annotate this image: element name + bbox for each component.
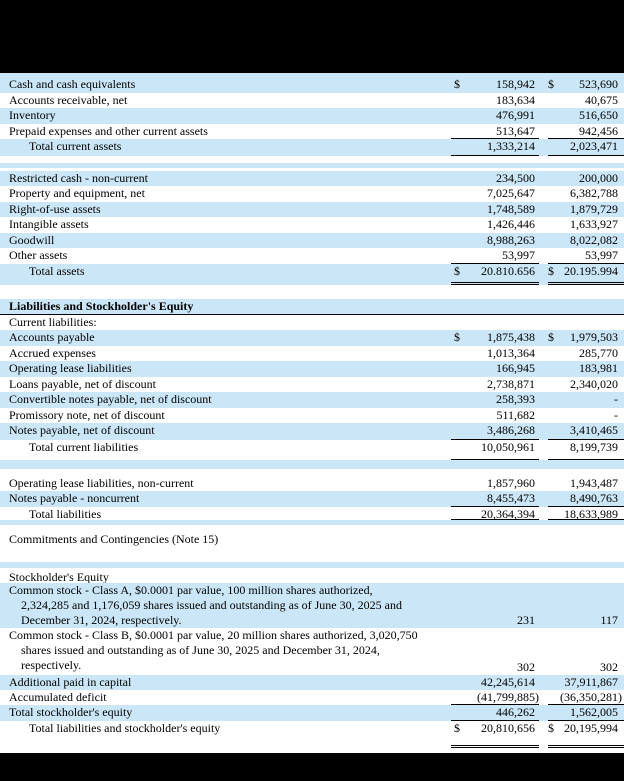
- value-col1: [451, 476, 539, 491]
- value-col2: [548, 491, 624, 507]
- row-commitments-and-contingencies: [0, 532, 624, 547]
- value-col2: [548, 233, 624, 248]
- row-label: Total assets: [29, 264, 85, 278]
- spacer-row: [0, 156, 624, 163]
- row-operating-lease-liabilities-non-current: [0, 476, 624, 491]
- value-col1: [451, 377, 539, 392]
- dollar-sign: $: [454, 721, 460, 735]
- amount: 20.195.994: [564, 264, 618, 278]
- row-notes-payable-net-of-discount: [0, 423, 624, 440]
- amount: 18,633,989: [564, 507, 618, 521]
- column-gap: [539, 408, 548, 423]
- column-gap: [539, 377, 548, 392]
- amount: 302: [517, 660, 535, 674]
- value-col1: [451, 628, 539, 675]
- value-col2: [548, 675, 624, 690]
- row-current-liabilities-header: [0, 315, 624, 330]
- column-gap: [539, 346, 548, 361]
- row-label: Stockholder's Equity: [9, 570, 109, 583]
- column-gap: [539, 507, 548, 520]
- amount: (41,799,885: [477, 690, 535, 704]
- value-col2: [548, 628, 624, 675]
- amount: 20,364,394: [481, 507, 535, 521]
- value-col1: [451, 705, 539, 721]
- row-label: Intangible assets: [9, 217, 89, 231]
- row-label: Total liabilities and stockholder's equity: [29, 721, 221, 735]
- column-gap: [539, 583, 548, 628]
- value-col2: [548, 124, 624, 139]
- dollar-sign: $: [548, 721, 554, 735]
- value-col1: [451, 202, 539, 217]
- amount: 2,023,471: [570, 139, 618, 153]
- amount: (36,350,281: [560, 690, 618, 704]
- row-label-line: December 31, 2024, respectively.: [21, 613, 182, 627]
- row-label: Total current liabilities: [29, 440, 139, 454]
- value-col2: [548, 476, 624, 491]
- row-cash-and-cash-equivalents: [0, 77, 624, 93]
- amount: 3,410,465: [570, 423, 618, 437]
- amount: 117: [600, 613, 618, 627]
- row-label-line: Common stock - Class B, $0.0001 par value, 20 million shares authorized, 3,020,750: [9, 628, 418, 642]
- row-other-assets: [0, 248, 624, 264]
- row-label: Accounts payable: [9, 330, 95, 344]
- column-gap: [539, 392, 548, 408]
- row-label: Right-of-use assets: [9, 202, 101, 216]
- row-label: Total current assets: [29, 139, 122, 153]
- value-col1: [451, 264, 539, 285]
- dollar-sign: $: [454, 330, 460, 344]
- row-accounts-receivable-net: [0, 93, 624, 108]
- spacer-row: [0, 460, 624, 469]
- value-col2: [548, 440, 624, 460]
- amount: 8,199,739: [570, 440, 618, 454]
- value-col2: [548, 330, 624, 346]
- row-label: Operating lease liabilities: [9, 361, 132, 375]
- amount: 234,500: [496, 171, 535, 185]
- column-gap: [539, 93, 548, 108]
- row-restricted-cash-non-current: [0, 171, 624, 186]
- row-loans-payable-net-of-discount: [0, 377, 624, 392]
- amount: 2,738,871: [487, 377, 535, 391]
- value-col1: [451, 507, 539, 520]
- amount: 20.810.656: [481, 264, 535, 278]
- value-col1: [451, 440, 539, 460]
- value-col1: [451, 124, 539, 139]
- row-accounts-payable: [0, 330, 624, 346]
- column-gap: [539, 248, 548, 264]
- amount: 1,013,364: [487, 346, 535, 360]
- row-label: Current liabilities:: [9, 315, 97, 329]
- value-col2: (36,350,281 ): [548, 690, 624, 705]
- amount: 476,991: [496, 108, 535, 122]
- amount: 53,997: [502, 248, 535, 262]
- value-col1: [451, 108, 539, 124]
- row-promissory-note-net-of-discount: [0, 408, 624, 423]
- amount: 942,456: [579, 124, 618, 138]
- amount: 1,333,214: [487, 139, 535, 153]
- row-label: Additional paid in capital: [9, 675, 132, 689]
- amount: 1,943,487: [570, 476, 618, 490]
- value-col1: [451, 423, 539, 440]
- amount: 1,979,503: [570, 330, 618, 344]
- amount: 8,455,473: [487, 491, 535, 505]
- value-col1: [451, 77, 539, 93]
- value-col2: [548, 377, 624, 392]
- row-intangible-assets: [0, 217, 624, 233]
- value-col2: [548, 248, 624, 264]
- row-label: Property and equipment, net: [9, 186, 145, 200]
- amount: 2,340,020: [570, 377, 618, 391]
- amount: 285,770: [579, 346, 618, 360]
- value-col2: [548, 361, 624, 377]
- amount: 1,857,960: [487, 476, 535, 490]
- row-label-line: Common stock - Class A, $0.0001 par value, 100 million shares authorized,: [9, 583, 373, 597]
- row-total-stockholders-equity: [0, 705, 624, 721]
- row-total-liabilities: [0, 507, 624, 520]
- value-col1: [451, 675, 539, 690]
- row-common-stock-class-a: [0, 583, 624, 628]
- column-gap: [539, 124, 548, 139]
- row-label: Accumulated deficit: [9, 690, 107, 704]
- amount: 302: [600, 660, 618, 674]
- value-col2: [548, 408, 624, 423]
- amount: 40,675: [585, 93, 618, 107]
- row-additional-paid-in-capital: [0, 675, 624, 690]
- spacer-row: [0, 525, 624, 532]
- column-gap: [539, 361, 548, 377]
- row-goodwill: [0, 233, 624, 248]
- value-col1: [451, 491, 539, 507]
- value-col1: [451, 233, 539, 248]
- row-label: Loans payable, net of discount: [9, 377, 156, 391]
- amount: 183,634: [496, 93, 535, 107]
- row-label: Cash and cash equivalents: [9, 77, 136, 91]
- amount: 53,997: [585, 248, 618, 262]
- dollar-sign: $: [548, 264, 554, 278]
- amount: 200,000: [579, 171, 618, 185]
- amount: 8,490,763: [570, 491, 618, 505]
- value-col1: [451, 583, 539, 628]
- column-gap: [539, 440, 548, 460]
- row-label: Operating lease liabilities, non-current: [9, 476, 194, 490]
- column-gap: [539, 675, 548, 690]
- balance-sheet: [0, 73, 624, 753]
- amount: 166,945: [496, 361, 535, 375]
- value-col1: [451, 217, 539, 233]
- column-gap: [539, 330, 548, 346]
- value-col1: [451, 171, 539, 186]
- value-col1: [451, 93, 539, 108]
- amount: 231: [517, 613, 535, 627]
- amount: 8,988,263: [487, 233, 535, 247]
- amount: 7,025,647: [487, 186, 535, 200]
- column-gap: [539, 628, 548, 675]
- amount: 8,022,082: [570, 233, 618, 247]
- value-col2: [548, 507, 624, 520]
- value-col1: [451, 139, 539, 156]
- value-col1: [451, 248, 539, 264]
- amount: 183,981: [579, 361, 618, 375]
- column-gap: [539, 171, 548, 186]
- amount: 42,245,614: [481, 675, 535, 689]
- column-gap: [539, 721, 548, 748]
- amount: 511,682: [496, 408, 535, 422]
- row-label: Liabilities and Stockholder's Equity: [9, 299, 194, 313]
- row-label: Prepaid expenses and other current assets: [9, 124, 208, 138]
- value-col2: [548, 171, 624, 186]
- amount: 10,050,961: [481, 440, 535, 454]
- value-col2: [548, 705, 624, 721]
- amount: 1,562,005: [570, 705, 618, 719]
- column-gap: [539, 217, 548, 233]
- amount: 6,382,788: [570, 186, 618, 200]
- row-stockholders-equity-header: [0, 570, 624, 583]
- row-label: Inventory: [9, 108, 56, 122]
- row-label: Accrued expenses: [9, 346, 96, 360]
- column-gap: [539, 491, 548, 507]
- value-col2: [548, 108, 624, 124]
- row-accrued-expenses: [0, 346, 624, 361]
- amount: 258,393: [496, 392, 535, 406]
- value-col1: [451, 346, 539, 361]
- row-label: [0, 583, 451, 628]
- column-gap: [539, 423, 548, 440]
- row-notes-payable-noncurrent: [0, 491, 624, 507]
- value-col2: [548, 202, 624, 217]
- amount: 3,486,268: [487, 423, 535, 437]
- value-col2: [548, 93, 624, 108]
- amount: 1,875,438: [487, 330, 535, 344]
- column-gap: [539, 77, 548, 93]
- amount: 1,879,729: [570, 202, 618, 216]
- value-col2: [548, 77, 624, 93]
- row-label: Total stockholder's equity: [9, 705, 133, 719]
- value-col2: [548, 423, 624, 440]
- dollar-sign: $: [454, 264, 460, 278]
- row-total-current-assets: [0, 139, 624, 156]
- column-gap: [539, 139, 548, 156]
- value-col1: [451, 392, 539, 408]
- row-total-assets: [0, 264, 624, 285]
- row-operating-lease-liabilities: [0, 361, 624, 377]
- amount: 516,650: [579, 108, 618, 122]
- dollar-sign: $: [548, 330, 554, 344]
- amount: 158,942: [496, 77, 535, 91]
- amount: 20,810,656: [481, 721, 535, 735]
- row-prepaid-expenses-and-other-current-assets: [0, 124, 624, 139]
- column-gap: [539, 108, 548, 124]
- value-col2: [548, 264, 624, 285]
- row-convertible-notes-payable-net-of-discount: [0, 392, 624, 408]
- row-label: Goodwill: [9, 233, 55, 247]
- row-accumulated-deficit: [0, 690, 624, 705]
- column-gap: [539, 476, 548, 491]
- column-gap: [539, 186, 548, 202]
- row-right-of-use-assets: [0, 202, 624, 217]
- value-col2: [548, 139, 624, 156]
- value-col1: [451, 186, 539, 202]
- row-liabilities-and-stockholders-equity-header: [0, 299, 624, 315]
- value-col1: [451, 361, 539, 377]
- value-col1: [451, 721, 539, 748]
- column-gap: [539, 690, 548, 705]
- row-label: Notes payable, net of discount: [9, 423, 155, 437]
- value-col2: [548, 346, 624, 361]
- column-gap: [539, 705, 548, 721]
- spacer-row: [0, 469, 624, 476]
- row-label-line: 2,324,285 and 1,176,059 shares issued and outstanding as of June 30, 2025 and: [21, 598, 402, 612]
- row-total-liabilities-and-stockholders-equity: [0, 721, 624, 748]
- amount: 446,262: [496, 705, 535, 719]
- value-col2: [548, 583, 624, 628]
- spacer-row: [0, 285, 624, 299]
- amount: -: [614, 392, 618, 406]
- value-col2: [548, 721, 624, 748]
- column-gap: [539, 233, 548, 248]
- value-col1: [451, 330, 539, 346]
- row-label-line: shares issued and outstanding as of June 30, 2025 and December 31, 2024,: [21, 643, 380, 657]
- column-gap: [539, 202, 548, 217]
- row-label-line: respectively.: [21, 658, 82, 672]
- row-common-stock-class-b: [0, 628, 624, 675]
- row-label: Other assets: [9, 248, 68, 262]
- row-label: Notes payable - noncurrent: [9, 491, 140, 505]
- row-label: Total liabilities: [29, 507, 102, 520]
- row-total-current-liabilities: [0, 440, 624, 460]
- value-col2: [548, 186, 624, 202]
- row-label: Restricted cash - non-current: [9, 171, 148, 185]
- value-col1: [451, 408, 539, 423]
- value-col1: (41,799,885 ): [451, 690, 539, 705]
- row-label: Convertible notes payable, net of discount: [9, 392, 212, 406]
- row-property-and-equipment-net: [0, 186, 624, 202]
- amount: 20,195,994: [564, 721, 618, 735]
- dollar-sign: $: [548, 77, 554, 91]
- column-gap: [539, 264, 548, 285]
- spacer-row: [0, 547, 624, 562]
- amount: -: [614, 408, 618, 422]
- amount: 37,911,867: [564, 675, 618, 689]
- amount: 513,647: [496, 124, 535, 138]
- row-label: Accounts receivable, net: [9, 93, 128, 107]
- amount: 1,748,589: [487, 202, 535, 216]
- row-label: Commitments and Contingencies (Note 15): [9, 532, 219, 546]
- amount: 523,690: [579, 77, 618, 91]
- dollar-sign: $: [454, 77, 460, 91]
- row-label: [0, 628, 451, 675]
- row-inventory: [0, 108, 624, 124]
- row-label: Promissory note, net of discount: [9, 408, 165, 422]
- value-col2: [548, 217, 624, 233]
- amount: 1,633,927: [570, 217, 618, 231]
- value-col2: [548, 392, 624, 408]
- amount: 1,426,446: [487, 217, 535, 231]
